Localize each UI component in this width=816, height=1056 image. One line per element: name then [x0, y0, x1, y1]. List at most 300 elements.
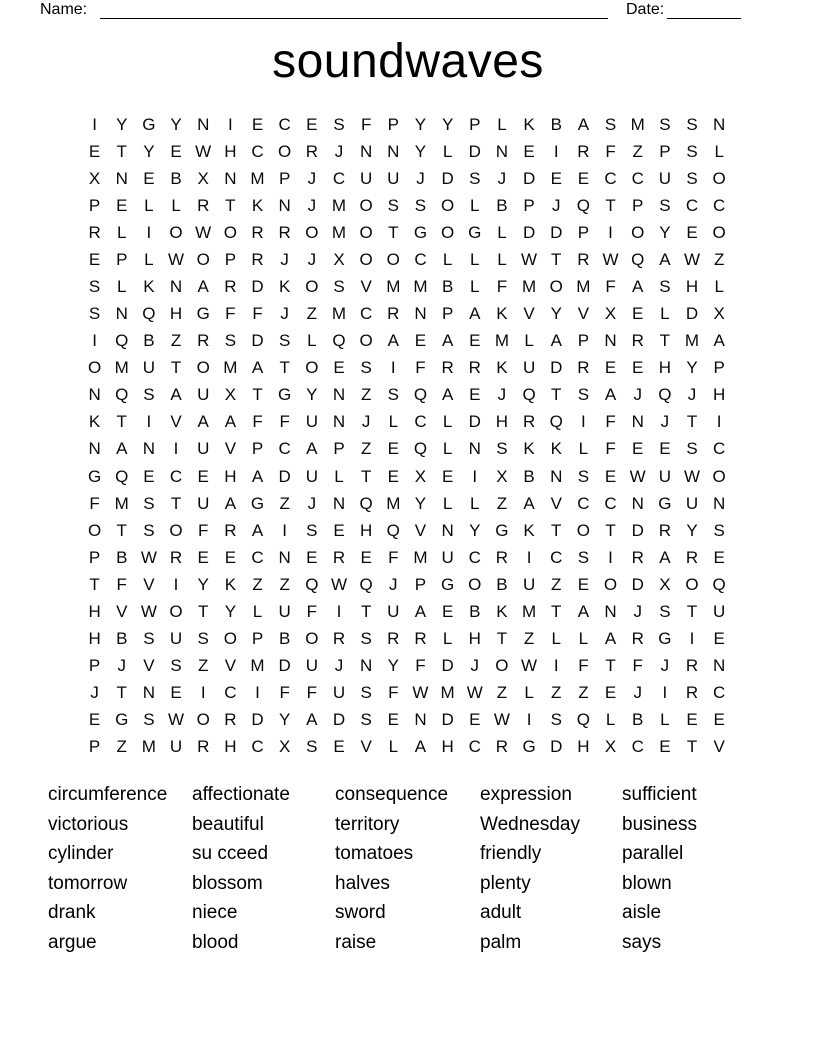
grid-letter: N [713, 493, 726, 513]
grid-letter: M [114, 358, 129, 378]
grid-letter: J [307, 493, 317, 513]
grid-letter: S [360, 358, 372, 378]
grid-letter: E [550, 168, 562, 188]
grid-letter: I [716, 412, 722, 432]
grid-letter: J [280, 304, 289, 324]
grid-letter: T [198, 601, 209, 621]
grid-letter: N [332, 412, 346, 432]
grid-letter: U [305, 466, 318, 486]
grid-letter: M [223, 358, 238, 378]
grid-letter: A [441, 331, 454, 351]
grid-letter: Y [469, 520, 481, 540]
grid-letter: N [88, 439, 101, 459]
grid-letter: D [441, 656, 454, 676]
word-list-column [480, 780, 580, 958]
grid-letter: R [577, 249, 590, 269]
grid-letter: L [171, 195, 181, 215]
grid-letter: E [143, 466, 155, 486]
grid-letter: U [169, 737, 183, 757]
grid-letter: O [278, 141, 292, 161]
grid-letter: P [713, 358, 725, 378]
grid-letter: E [333, 520, 345, 540]
grid-letter: F [388, 683, 399, 703]
word-list-item: sufficient [622, 784, 697, 805]
grid-letter: Y [170, 114, 182, 134]
grid-letter: H [441, 737, 454, 757]
grid-letter: X [496, 466, 508, 486]
word-list-item: consequence [335, 784, 449, 805]
grid-letter: B [632, 710, 644, 730]
grid-letter: A [224, 412, 237, 432]
grid-letter: Z [279, 493, 290, 513]
grid-letter: N [332, 493, 346, 513]
grid-letter: I [553, 656, 559, 676]
grid-letter: Z [551, 574, 562, 594]
grid-letter: R [685, 547, 699, 567]
grid-letter: W [521, 249, 538, 269]
word-list-item: raise [335, 931, 377, 953]
grid-letter: D [441, 168, 454, 188]
grid-letter: Z [496, 493, 508, 513]
grid-letter: C [468, 547, 481, 567]
grid-letter: N [387, 141, 400, 161]
grid-letter: T [116, 520, 127, 540]
grid-letter: A [414, 737, 427, 757]
grid-letter: O [631, 222, 645, 242]
grid-letter: M [684, 331, 700, 351]
grid-letter: Q [115, 385, 129, 405]
grid-letter: C [713, 195, 726, 215]
grid-letter: P [279, 168, 291, 188]
grid-letter: V [116, 601, 128, 621]
grid-letter: D [468, 412, 481, 432]
grid-letter: Z [632, 141, 643, 161]
grid-letter: J [497, 385, 507, 405]
grid-letter: B [496, 574, 508, 594]
grid-letter: T [360, 601, 372, 621]
grid-letter: T [89, 574, 100, 594]
grid-letter: A [441, 385, 454, 405]
grid-letter: X [224, 385, 237, 405]
grid-letter: E [469, 331, 481, 351]
grid-letter: G [413, 222, 428, 242]
grid-letter: E [469, 385, 481, 405]
grid-letter: P [577, 222, 590, 242]
grid-letter: I [146, 222, 152, 242]
grid-letter: G [440, 574, 455, 594]
word-list-item: expression [480, 784, 572, 805]
grid-letter: L [442, 439, 453, 459]
grid-letter: G [522, 737, 536, 757]
grid-letter: J [633, 385, 642, 405]
grid-letter: S [659, 114, 671, 134]
grid-letter: A [659, 249, 671, 269]
grid-letter: F [415, 358, 426, 378]
grid-letter: L [144, 195, 154, 215]
word-list-item: friendly [480, 843, 542, 865]
grid-letter: A [713, 331, 725, 351]
grid-letter: V [523, 304, 535, 324]
grid-letter: K [251, 195, 264, 215]
grid-letter: S [360, 629, 372, 649]
grid-letter: Z [523, 629, 535, 649]
grid-letter: I [255, 683, 260, 703]
grid-letter: V [550, 493, 562, 513]
grid-letter: S [143, 520, 155, 540]
grid-letter: L [117, 222, 127, 242]
grid-letter: B [170, 168, 182, 188]
grid-letter: H [224, 737, 237, 757]
grid-letter: W [629, 466, 646, 486]
grid-letter: D [332, 710, 346, 730]
word-list-item: blown [622, 872, 672, 894]
grid-letter: K [224, 574, 237, 594]
grid-letter: T [360, 466, 372, 486]
grid-letter: D [251, 710, 264, 730]
grid-letter: I [581, 412, 586, 432]
grid-letter: U [197, 385, 210, 405]
grid-letter: M [331, 222, 347, 242]
grid-letter: V [143, 574, 155, 594]
word-list-column [192, 780, 290, 958]
grid-letter: W [412, 683, 429, 703]
grid-letter: C [577, 493, 590, 513]
name-blank-line [100, 18, 608, 19]
grid-letter: Q [576, 195, 590, 215]
grid-letter: E [88, 249, 101, 269]
grid-letter: L [497, 114, 507, 134]
grid-letter: Q [576, 710, 590, 730]
grid-letter: F [360, 114, 372, 134]
grid-letter: L [714, 141, 724, 161]
grid-letter: F [89, 493, 100, 513]
grid-letter: V [224, 656, 237, 676]
grid-letter: Q [522, 385, 536, 405]
grid-letter: M [250, 656, 265, 676]
grid-letter: U [142, 358, 156, 378]
grid-letter: D [550, 358, 563, 378]
grid-letter: R [631, 547, 644, 567]
grid-letter: S [414, 195, 427, 215]
grid-letter: N [197, 114, 210, 134]
grid-letter: A [251, 358, 264, 378]
grid-letter: E [713, 547, 725, 567]
grid-letter: P [88, 656, 101, 676]
grid-letter: L [660, 304, 670, 324]
grid-letter: L [524, 331, 534, 351]
grid-letter: O [169, 222, 183, 242]
grid-letter: U [713, 601, 726, 621]
grid-letter: L [470, 493, 480, 513]
grid-letter: M [413, 277, 428, 296]
grid-letter: R [577, 358, 590, 378]
grid-letter: R [685, 656, 699, 676]
word-list-item: adult [480, 902, 522, 924]
grid-letter: L [442, 629, 453, 649]
grid-letter: L [497, 249, 507, 269]
grid-letter: S [143, 385, 155, 405]
grid-letter: H [577, 737, 590, 757]
grid-letter: Q [658, 385, 672, 405]
grid-letter: S [143, 629, 155, 649]
grid-letter: Y [224, 601, 237, 621]
grid-letter: Y [197, 574, 209, 594]
grid-letter: Z [306, 304, 318, 324]
grid-letter: S [333, 277, 345, 296]
grid-letter: A [387, 331, 399, 351]
grid-letter: B [550, 114, 562, 134]
grid-letter: R [387, 304, 400, 324]
grid-letter: C [414, 412, 427, 432]
grid-letter: I [553, 141, 559, 161]
grid-letter: D [468, 141, 481, 161]
grid-letter: R [305, 141, 318, 161]
grid-letter: M [331, 195, 347, 215]
grid-letter: O [305, 277, 319, 296]
grid-letter: P [88, 737, 101, 757]
word-list-column [622, 780, 697, 958]
grid-letter: I [526, 547, 532, 567]
grid-letter: M [386, 493, 401, 513]
grid-letter: X [279, 737, 291, 757]
grid-letter: K [88, 412, 101, 432]
grid-letter: P [414, 574, 427, 594]
grid-letter: G [278, 385, 292, 405]
grid-letter: F [306, 683, 318, 703]
grid-letter: E [713, 629, 725, 649]
grid-letter: A [632, 277, 644, 296]
grid-letter: D [251, 277, 264, 296]
grid-letter: W [330, 574, 347, 594]
grid-letter: S [360, 710, 372, 730]
grid-letter: S [550, 710, 562, 730]
grid-letter: R [495, 737, 509, 757]
grid-letter: O [196, 249, 210, 269]
grid-letter: E [686, 710, 698, 730]
grid-letter: S [686, 439, 698, 459]
grid-letter: L [144, 249, 154, 269]
grid-letter: S [686, 141, 698, 161]
grid-letter: W [602, 249, 619, 269]
grid-letter: R [631, 629, 644, 649]
word-list-column [48, 780, 167, 958]
grid-letter: F [198, 520, 209, 540]
grid-letter: Y [686, 520, 698, 540]
grid-letter: U [305, 412, 318, 432]
grid-letter: T [551, 249, 562, 269]
grid-letter: T [116, 412, 127, 432]
grid-letter: O [305, 222, 319, 242]
grid-letter: G [196, 304, 210, 324]
grid-letter: F [496, 277, 508, 296]
grid-letter: A [251, 520, 264, 540]
grid-letter: L [524, 683, 534, 703]
grid-letter: C [468, 737, 481, 757]
grid-letter: P [88, 195, 101, 215]
grid-letter: V [360, 737, 372, 757]
grid-letter: T [551, 520, 562, 540]
grid-letter: I [227, 114, 233, 134]
grid-letter: E [632, 439, 644, 459]
word-list-item: tomatoes [335, 843, 414, 865]
grid-letter: K [143, 277, 155, 296]
grid-letter: A [197, 277, 209, 296]
grid-letter: Q [359, 574, 373, 594]
grid-letter: N [550, 466, 563, 486]
grid-letter: A [604, 629, 617, 649]
grid-letter: E [387, 466, 399, 486]
grid-letter: J [633, 683, 642, 703]
grid-letter: D [685, 304, 699, 324]
grid-letter: D [550, 737, 563, 757]
grid-letter: J [416, 168, 425, 188]
grid-letter: S [686, 168, 698, 188]
grid-letter: K [523, 439, 535, 459]
grid-letter: S [659, 601, 671, 621]
grid-letter: J [334, 656, 344, 676]
grid-letter: X [713, 304, 725, 324]
grid-letter: R [685, 683, 699, 703]
word-list-item: su cceed [192, 843, 269, 865]
grid-letter: P [224, 249, 237, 269]
grid-letter: R [577, 141, 590, 161]
grid-letter: K [496, 358, 508, 378]
grid-letter: P [632, 195, 644, 215]
grid-letter: C [550, 547, 563, 567]
grid-letter: S [143, 493, 155, 513]
grid-letter: N [360, 141, 373, 161]
grid-letter: F [605, 141, 616, 161]
grid-letter: T [551, 385, 562, 405]
grid-letter: I [526, 710, 532, 730]
grid-letter: E [88, 141, 101, 161]
grid-letter: E [604, 466, 617, 486]
grid-letter: N [441, 520, 454, 540]
word-list-item: drank [48, 902, 96, 924]
grid-letter: E [659, 737, 671, 757]
grid-letter: L [442, 141, 453, 161]
grid-letter: C [224, 683, 237, 703]
grid-letter: B [116, 629, 128, 649]
grid-letter: E [306, 547, 318, 567]
grid-letter: S [224, 331, 237, 351]
grid-letter: R [197, 737, 210, 757]
grid-letter: R [332, 547, 346, 567]
grid-letter: N [604, 331, 617, 351]
grid-letter: C [278, 439, 291, 459]
grid-letter: S [88, 277, 101, 296]
grid-letter: B [441, 277, 454, 296]
grid-letter: N [115, 168, 128, 188]
grid-letter: J [551, 195, 561, 215]
grid-letter: C [604, 493, 617, 513]
grid-letter: H [658, 358, 671, 378]
grid-letter: P [469, 114, 481, 134]
grid-letter: W [195, 222, 212, 242]
grid-letter: E [604, 683, 617, 703]
grid-letter: T [686, 412, 698, 432]
grid-letter: L [307, 331, 317, 351]
word-list-item: argue [48, 931, 97, 953]
word-list-item: cylinder [48, 843, 114, 865]
grid-letter: E [116, 195, 128, 215]
grid-letter: A [414, 601, 427, 621]
grid-letter: T [659, 331, 671, 351]
grid-letter: I [200, 683, 206, 703]
grid-letter: L [470, 195, 480, 215]
grid-letter: O [305, 629, 319, 649]
grid-letter: S [604, 114, 617, 134]
grid-letter: H [468, 629, 481, 649]
grid-letter: X [414, 466, 427, 486]
grid-letter: U [332, 683, 346, 703]
grid-letter: L [388, 412, 399, 432]
grid-letter: W [140, 547, 157, 567]
grid-letter: R [224, 277, 237, 296]
grid-letter: G [658, 629, 672, 649]
grid-letter: K [523, 114, 535, 134]
grid-letter: Q [386, 520, 400, 540]
grid-letter: N [278, 195, 291, 215]
grid-letter: N [414, 710, 427, 730]
grid-letter: P [116, 249, 128, 269]
grid-letter: P [577, 331, 590, 351]
grid-letter: S [143, 710, 155, 730]
grid-letter: E [143, 168, 155, 188]
grid-letter: O [359, 195, 373, 215]
grid-letter: L [117, 277, 127, 296]
grid-letter: C [713, 439, 726, 459]
grid-letter: L [470, 249, 480, 269]
grid-letter: R [224, 520, 237, 540]
grid-letter: X [197, 168, 209, 188]
grid-letter: J [361, 412, 371, 432]
grid-letter: Z [198, 656, 209, 676]
grid-letter: S [469, 168, 481, 188]
grid-letter: O [87, 520, 102, 540]
grid-letter: S [577, 466, 590, 486]
grid-letter: N [169, 277, 183, 296]
grid-letter: B [279, 629, 291, 649]
grid-letter: H [685, 277, 699, 296]
grid-letter: J [117, 656, 126, 676]
date-label: Date: [626, 1, 665, 18]
grid-letter: C [251, 547, 264, 567]
word-list-item: halves [335, 872, 390, 894]
grid-letter: O [169, 520, 183, 540]
grid-letter: E [713, 710, 725, 730]
grid-letter: E [632, 358, 644, 378]
grid-letter: X [604, 304, 617, 324]
grid-letter: S [333, 114, 345, 134]
grid-letter: E [441, 466, 454, 486]
grid-letter: Y [414, 493, 427, 513]
grid-letter: E [170, 141, 182, 161]
word-list-item: circumference [48, 784, 168, 805]
grid-letter: F [306, 601, 318, 621]
grid-letter: Z [170, 331, 182, 351]
grid-letter: C [332, 168, 346, 188]
grid-letter: J [307, 168, 317, 188]
grid-letter: O [712, 222, 726, 242]
grid-letter: J [389, 574, 398, 594]
grid-letter: U [685, 493, 699, 513]
grid-letter: Q [115, 331, 129, 351]
grid-letter: R [658, 520, 671, 540]
grid-letter: Y [550, 304, 562, 324]
grid-letter: N [332, 385, 346, 405]
grid-letter: L [442, 249, 453, 269]
